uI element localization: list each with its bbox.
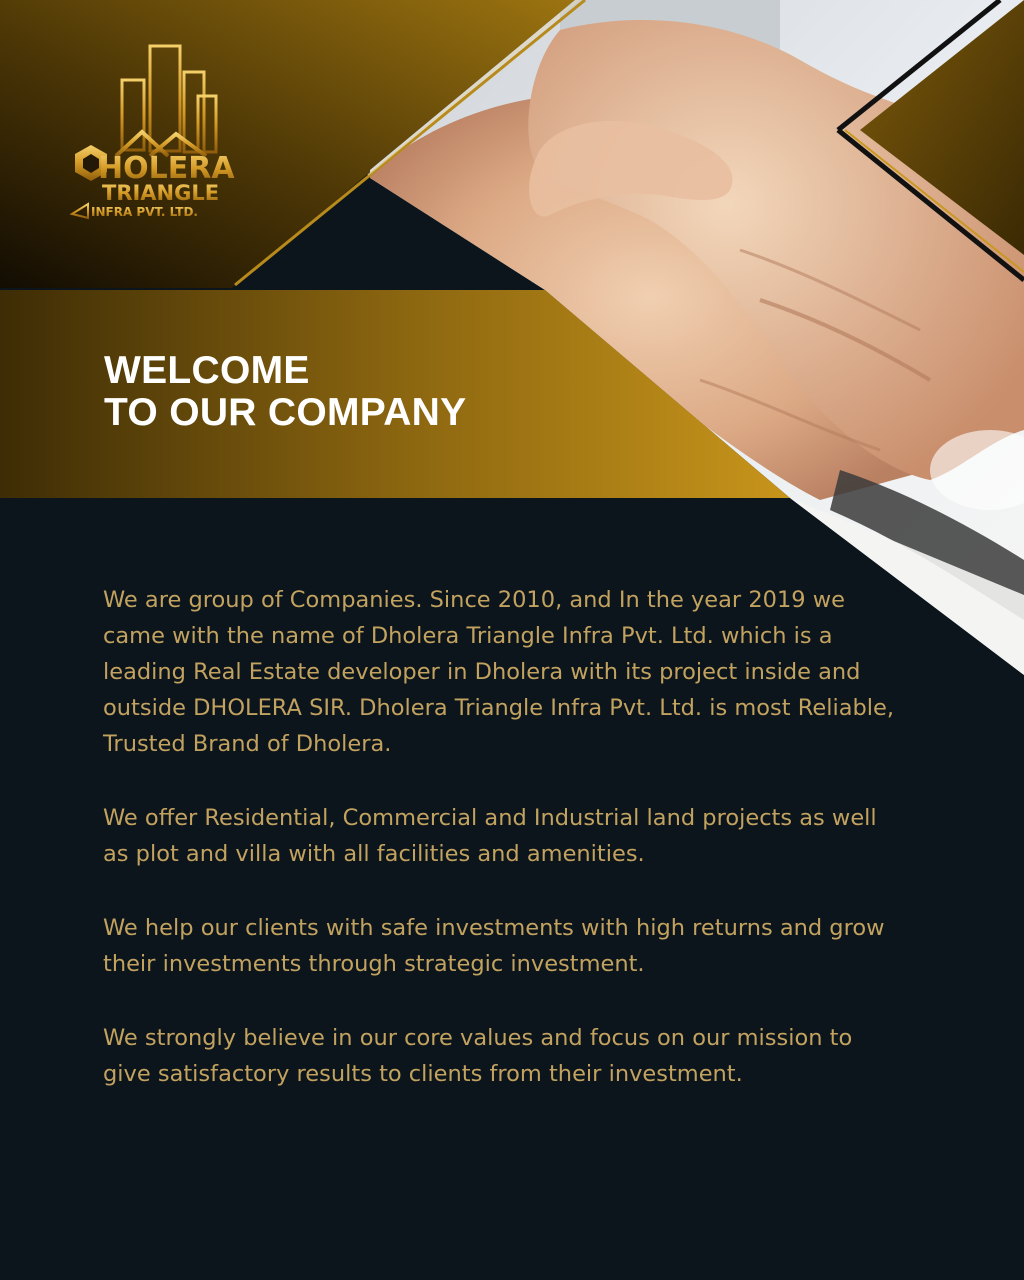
- logo-wordmark-triangle: TRIANGLE: [102, 181, 220, 205]
- logo-wordmark-dholera: HOLERA: [98, 151, 235, 186]
- welcome-headline: [104, 350, 466, 434]
- paragraph-values: We strongly believe in our core values and focus on our mission to give satisfactory results to clients from their investment.: [103, 1025, 853, 1087]
- headline-line-1: WELCOME: [104, 349, 310, 392]
- logo-wordmark-infra: INFRA PVT. LTD.: [91, 205, 198, 219]
- company-description: [103, 582, 903, 1130]
- headline-line-2: TO OUR COMPANY: [104, 391, 467, 434]
- company-logo: [58, 38, 248, 220]
- paragraph-history: We are group of Companies. Since 2010, and In the year 2019 we came with the name of Dholera Triangle Infra Pvt. Ltd. which is a leading Real Estate developer in Dholera with its project inside and outside DHOLERA SIR. Dholera Triangle Infra Pvt. Ltd. is most Reliable, Trusted Brand of Dholera.: [103, 587, 895, 757]
- paragraph-offerings: We offer Residential, Commercial and Industrial land projects as well as plot and villa with all facilities and amenities.: [103, 805, 877, 867]
- paragraph-investments: We help our clients with safe investments with high returns and grow their investments through strategic investment.: [103, 915, 885, 977]
